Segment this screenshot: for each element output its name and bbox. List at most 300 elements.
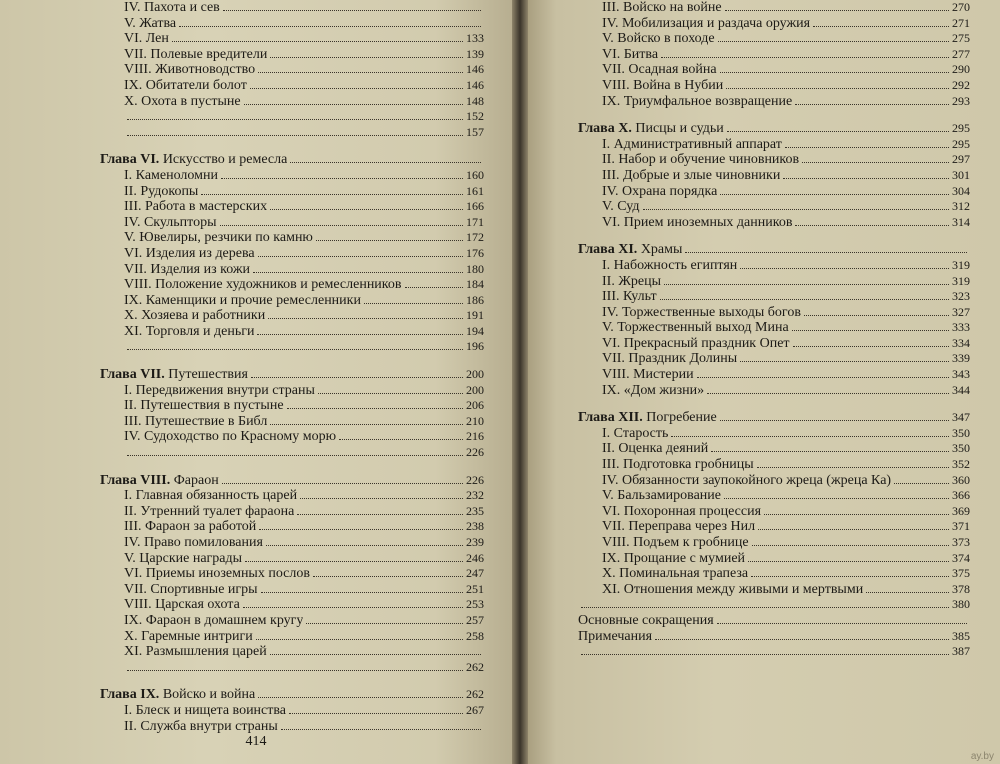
dot-leader (783, 178, 949, 179)
page-ref: 267 (466, 702, 484, 717)
dot-leader (364, 303, 463, 304)
dot-leader (220, 225, 464, 226)
dot-leader (270, 424, 463, 425)
dot-leader (127, 349, 463, 350)
toc-entry (100, 324, 484, 340)
page-ref: 191 (466, 308, 484, 323)
toc-entry (578, 215, 970, 231)
entry-title: VIII. Подъем к гробнице (602, 535, 749, 550)
entry-title: IV. Охрана порядка (602, 183, 718, 199)
dot-leader (297, 514, 463, 515)
dot-leader (201, 194, 463, 195)
page-ref: 297 (952, 152, 970, 167)
dot-leader (720, 194, 949, 195)
toc-entry (100, 597, 484, 613)
entry-title: III. Подготовка гробницы (602, 457, 754, 473)
entry-title: VI. Похоронная процессия (602, 503, 762, 519)
page-ref: 253 (466, 597, 484, 612)
toc-entry (578, 274, 970, 290)
entry-title: X. Поминальная трапеза (602, 566, 749, 582)
toc-entry (100, 94, 484, 110)
chapter-title: Путешествия (168, 367, 248, 383)
dot-leader (751, 576, 949, 577)
toc-entry (578, 644, 970, 660)
chapter-label: Глава VIII. (100, 472, 171, 488)
dot-leader (281, 729, 481, 730)
page-ref: 293 (952, 93, 970, 108)
toc-entry (578, 597, 970, 613)
page-ref: 378 (952, 581, 970, 596)
entry-title: V. Торжественный выход Мина (602, 320, 789, 336)
toc-entry (578, 441, 970, 457)
entry-title: VII. Осадная война (602, 62, 717, 78)
dot-leader (757, 467, 949, 468)
page-ref: 369 (952, 503, 970, 518)
page-ref: 180 (466, 261, 484, 276)
toc-entry (100, 660, 484, 676)
dot-leader (221, 178, 463, 179)
dot-leader (866, 592, 949, 593)
entry-title: X. Гаремные интриги (124, 628, 253, 644)
entry-title: IV. Мобилизация и раздача оружия (602, 15, 811, 31)
toc-entry (578, 566, 970, 582)
dot-leader (725, 10, 949, 11)
page-ref: 146 (466, 77, 484, 92)
toc-entry (100, 551, 484, 567)
page-ref: 200 (466, 382, 484, 397)
toc-entry (578, 383, 970, 399)
entry-title (578, 121, 724, 137)
entry-title: V. Жатва (124, 15, 177, 31)
page-ref: 373 (952, 535, 970, 549)
toc-entry (100, 703, 484, 719)
toc-entry (578, 305, 970, 321)
entry-title: IX. Каменщики и прочие ремесленники (124, 292, 361, 308)
toc-entry (578, 47, 970, 63)
chapter-label: Глава XI. (578, 242, 638, 258)
page-ref: 146 (466, 62, 484, 77)
entry-title: II. Утренний туалет фараона (124, 503, 295, 519)
page-ref: 172 (466, 230, 484, 245)
entry-title: III. Работа в мастерских (124, 199, 268, 215)
page-ref: 186 (466, 292, 484, 307)
dot-leader (258, 256, 463, 257)
watermark: ay.by (970, 751, 994, 762)
entry-title: Примечания (578, 628, 653, 644)
dot-leader (287, 408, 463, 409)
toc-entry (100, 199, 484, 215)
toc-entry (100, 16, 484, 32)
dot-leader (258, 72, 463, 73)
chapter-label: Глава VI. (100, 152, 160, 168)
dot-leader (717, 623, 967, 624)
entry-title: V. Ювелиры, резчики по камню (124, 230, 313, 246)
page-ref: 333 (952, 320, 970, 335)
entry-title (578, 242, 682, 258)
toc-entry (100, 535, 484, 551)
book-gutter (512, 0, 528, 764)
entry-title: VII. Полевые вредители (124, 46, 268, 62)
toc-entry (578, 351, 970, 367)
dot-leader (697, 377, 949, 378)
toc-chapter-entry (100, 473, 484, 489)
page-ref: 139 (466, 46, 484, 61)
entry-title: IV. Право помилования (124, 535, 263, 550)
toc-chapter-entry (578, 121, 970, 137)
entry-title: I. Блеск и нищета воинства (124, 702, 287, 718)
toc-entry (100, 262, 484, 278)
toc-entry (100, 488, 484, 504)
page-ref: 239 (466, 535, 484, 549)
entry-title: I. Каменоломни (124, 167, 218, 183)
page-ref: 257 (466, 612, 484, 627)
dot-leader (316, 240, 463, 241)
chapter-label: Глава X. (578, 121, 632, 137)
entry-title: V. Войско в походе (602, 31, 715, 47)
toc-entry (578, 78, 970, 94)
entry-title: VII. Изделия из кожи (124, 261, 251, 277)
entry-title: VII. Спортивные игры (124, 581, 258, 597)
entry-title: I. Старость (602, 425, 669, 441)
page-ref: 148 (466, 93, 484, 108)
toc-entry (100, 62, 484, 78)
dot-leader (127, 119, 463, 120)
entry-title (100, 367, 248, 383)
toc-chapter-entry (100, 152, 484, 168)
entry-title: VIII. Царская охота (124, 597, 240, 613)
dot-leader (270, 654, 481, 655)
entry-title: VIII. Мистерии (602, 367, 694, 383)
page-ref: 258 (466, 628, 484, 643)
dot-leader (253, 272, 463, 273)
dot-leader (802, 162, 949, 163)
dot-leader (127, 135, 463, 136)
dot-leader (795, 104, 949, 105)
dot-leader (581, 654, 949, 655)
right-page (528, 0, 1000, 764)
toc-entry (578, 31, 970, 47)
entry-title: III. Культ (602, 289, 657, 305)
page-ref: 295 (952, 136, 970, 151)
page-ref: 247 (466, 566, 484, 581)
entry-title (100, 687, 255, 703)
entry-title: VI. Прекрасный праздник Опет (602, 335, 790, 351)
dot-leader (270, 209, 463, 210)
dot-leader (795, 225, 949, 226)
entry-title: IX. «Дом жизни» (602, 382, 705, 398)
left-toc (100, 0, 484, 734)
entry-title: VI. Приемы иноземных послов (124, 566, 310, 582)
page-ref: 295 (952, 121, 970, 136)
chapter-title: Погребение (646, 410, 717, 426)
entry-title: VIII. Положение художников и ремесленников (124, 277, 402, 293)
entry-title: V. Суд (602, 199, 640, 215)
right-toc (578, 0, 970, 660)
dot-leader (726, 88, 949, 89)
toc-entry (100, 629, 484, 645)
page-ref: 171 (466, 214, 484, 229)
dot-leader (660, 299, 949, 300)
toc-entry (100, 445, 484, 461)
toc-entry (578, 504, 970, 520)
entry-title: VII. Праздник Долины (602, 351, 738, 367)
entry-title: IX. Фараон в домашнем кругу (124, 612, 304, 628)
dot-leader (261, 592, 463, 593)
toc-entry (578, 258, 970, 274)
toc-entry (100, 339, 484, 355)
page-ref: 251 (466, 581, 484, 596)
chapter-label: Глава XII. (578, 410, 643, 426)
page-ref: 352 (952, 457, 970, 472)
toc-entry (100, 78, 484, 94)
dot-leader (711, 451, 949, 452)
dot-leader (793, 346, 949, 347)
toc-entry (100, 0, 484, 16)
toc-entry (578, 184, 970, 200)
entry-title: IV. Судоходство по Красному морю (124, 429, 337, 445)
toc-chapter-entry (100, 687, 484, 703)
dot-leader (127, 455, 463, 456)
page-ref: 157 (466, 124, 484, 139)
page-ref: 166 (466, 199, 484, 214)
dot-leader (306, 623, 463, 624)
entry-title: II. Путешествия в пустыне (124, 398, 284, 414)
entry-title: XI. Отношения между живыми и мертвыми (602, 581, 864, 597)
page-ref: 160 (466, 167, 484, 182)
entry-title: V. Царские награды (124, 550, 243, 566)
toc-entry (578, 457, 970, 473)
page-ref: 380 (952, 597, 970, 612)
dot-leader (290, 162, 481, 163)
toc-entry (100, 582, 484, 598)
dot-leader (727, 131, 949, 132)
entry-title: II. Жрецы (602, 273, 661, 289)
dot-leader (313, 576, 463, 577)
toc-entry (578, 137, 970, 153)
entry-title: XI. Торговля и деньги (124, 323, 255, 339)
dot-leader (661, 57, 949, 58)
dot-leader (581, 607, 949, 608)
dot-leader (223, 10, 481, 11)
dot-leader (764, 514, 949, 515)
page-ref: 374 (952, 550, 970, 565)
dot-leader (724, 498, 949, 499)
toc-entry (100, 125, 484, 141)
page-ref: 200 (466, 367, 484, 382)
page-ref: 304 (952, 183, 970, 198)
dot-leader (222, 483, 463, 484)
entry-title (100, 473, 219, 489)
dot-leader (289, 713, 463, 714)
toc-chapter-entry (578, 242, 970, 258)
dot-leader (671, 436, 949, 437)
toc-entry (100, 230, 484, 246)
page-ref: 301 (952, 167, 970, 182)
dot-leader (758, 529, 949, 530)
entry-title: I. Административный аппарат (602, 136, 782, 152)
toc-entry (578, 367, 970, 383)
toc-entry (578, 488, 970, 504)
toc-entry (100, 613, 484, 629)
dot-leader (664, 284, 949, 285)
entry-title: IV. Обязанности заупокойного жреца (жреца Ка) (602, 472, 892, 488)
page-ref: 270 (952, 0, 970, 14)
page-ref: 312 (952, 199, 970, 214)
dot-leader (785, 147, 949, 148)
entry-title: XI. Размышления царей (124, 644, 267, 660)
toc-entry (578, 0, 970, 16)
toc-entry (100, 383, 484, 399)
dot-leader (813, 26, 949, 27)
entry-title (100, 152, 287, 168)
chapter-title: Войско и война (162, 687, 256, 703)
page-ref: 319 (952, 273, 970, 288)
page-ref: 385 (952, 628, 970, 643)
page-ref: 334 (952, 335, 970, 350)
entry-title: VIII. Животноводство (124, 62, 256, 78)
dot-leader (685, 252, 967, 253)
toc-entry (578, 582, 970, 598)
entry-title: III. Путешествие в Библ (124, 413, 268, 429)
toc-entry (100, 504, 484, 520)
toc-entry (100, 31, 484, 47)
toc-entry (100, 566, 484, 582)
dot-leader (270, 57, 463, 58)
dot-leader (718, 41, 949, 42)
entry-title: VI. Прием иноземных данников (602, 214, 793, 230)
dot-leader (804, 315, 949, 316)
toc-entry (578, 629, 970, 645)
page-ref: 350 (952, 425, 970, 440)
chapter-title: Искусство и ремесла (162, 152, 288, 168)
chapter-title: Храмы (640, 242, 683, 258)
dot-leader (752, 545, 949, 546)
dot-leader (707, 393, 949, 394)
chapter-label: Глава VII. (100, 367, 165, 383)
dot-leader (643, 209, 949, 210)
page-ref: 206 (466, 398, 484, 413)
dot-leader (740, 268, 949, 269)
dot-leader (740, 361, 949, 362)
entry-title: II. Набор и обучение чиновников (602, 152, 800, 168)
toc-entry (100, 719, 484, 735)
page-ref: 232 (466, 488, 484, 503)
entry-title: IX. Прощание с мумией (602, 550, 746, 566)
page-ref: 327 (952, 304, 970, 319)
toc-entry (578, 94, 970, 110)
page-ref: 387 (952, 644, 970, 659)
entry-title: IV. Скульпторы (124, 214, 217, 230)
page-ref: 275 (952, 31, 970, 46)
toc-entry (578, 426, 970, 442)
page-ref: 196 (466, 339, 484, 354)
toc-entry (578, 613, 970, 629)
page-ref: 133 (466, 31, 484, 46)
toc-entry (100, 398, 484, 414)
toc-entry (100, 308, 484, 324)
entry-title: III. Фараон за работой (124, 519, 257, 535)
entry-title: VI. Битва (602, 46, 659, 62)
page-ref: 226 (466, 472, 484, 487)
entry-title: V. Бальзамирование (602, 488, 721, 504)
entry-title: III. Добрые и злые чиновники (602, 167, 781, 183)
entry-title: IX. Обитатели болот (124, 77, 247, 93)
page-ref: 292 (952, 77, 970, 92)
page-ref: 176 (466, 245, 484, 260)
page-number: 414 (245, 734, 267, 749)
toc-entry (578, 535, 970, 551)
dot-leader (339, 439, 463, 440)
toc-entry (100, 246, 484, 262)
dot-leader (243, 607, 463, 608)
page-ref: 360 (952, 472, 970, 487)
dot-leader (256, 639, 463, 640)
dot-leader (405, 287, 464, 288)
chapter-label: Глава IX. (100, 687, 160, 703)
entry-title: X. Хозяева и работники (124, 308, 266, 324)
page-ref: 226 (466, 445, 484, 460)
page-ref: 314 (952, 214, 970, 229)
toc-entry (100, 109, 484, 125)
entry-title: IX. Триумфальное возвращение (602, 93, 793, 109)
toc-entry (100, 519, 484, 535)
page-ref: 216 (466, 429, 484, 444)
toc-entry (578, 473, 970, 489)
chapter-title: Фараон (173, 472, 219, 488)
page-ref: 366 (952, 488, 970, 503)
page-ref: 161 (466, 183, 484, 198)
toc-entry (578, 519, 970, 535)
dot-leader (720, 420, 949, 421)
page-ref: 347 (952, 410, 970, 425)
entry-title: I. Набожность египтян (602, 257, 738, 273)
dot-leader (258, 697, 463, 698)
toc-entry (100, 429, 484, 445)
dot-leader (266, 545, 463, 546)
page-ref: 271 (952, 15, 970, 30)
page-ref: 235 (466, 503, 484, 518)
dot-leader (268, 318, 463, 319)
entry-title: VIII. Война в Нубии (602, 77, 724, 93)
page-ref: 350 (952, 441, 970, 456)
entry-title: II. Оценка деяний (602, 441, 709, 457)
entry-title: VI. Лен (124, 31, 169, 47)
toc-entry (578, 336, 970, 352)
toc-entry (578, 199, 970, 215)
toc-entry (100, 168, 484, 184)
toc-entry (578, 152, 970, 168)
entry-title: Основные сокращения (578, 612, 714, 628)
toc-entry (578, 289, 970, 305)
entry-title: VII. Переправа через Нил (602, 519, 756, 535)
page-ref: 184 (466, 277, 484, 292)
page-ref: 339 (952, 351, 970, 366)
toc-entry (578, 62, 970, 78)
toc-entry (100, 644, 484, 660)
toc-entry (100, 215, 484, 231)
page-ref: 290 (952, 62, 970, 77)
entry-title: I. Главная обязанность царей (124, 488, 298, 504)
dot-leader (244, 104, 463, 105)
toc-entry (578, 16, 970, 32)
entry-title: IV. Торжественные выходы богов (602, 304, 801, 320)
toc-entry (578, 320, 970, 336)
page-ref: 210 (466, 413, 484, 428)
page-ref: 262 (466, 687, 484, 702)
toc-entry (578, 551, 970, 567)
toc-entry (100, 414, 484, 430)
dot-leader (748, 561, 949, 562)
